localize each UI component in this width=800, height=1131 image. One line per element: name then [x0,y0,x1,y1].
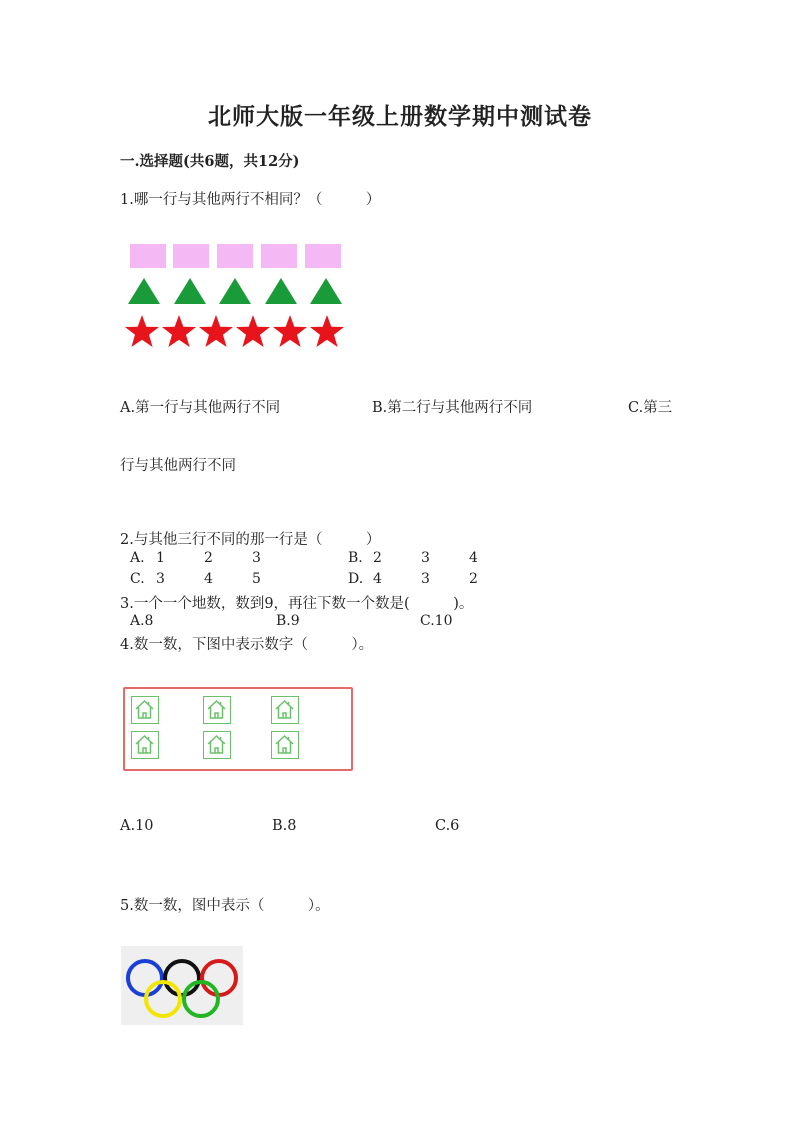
pink-rectangle [173,244,209,268]
house-icon [203,696,231,724]
question-4-option-b: B.8 [272,818,297,834]
question-3-option-c: C.10 [420,613,453,629]
question-2-option-a-value: 3 [252,550,261,566]
section-heading: 一.选择题(共6题，共12分) [120,153,300,170]
pink-rectangle [130,244,166,268]
house-icon [131,731,159,759]
house-icon [271,696,299,724]
green-ring [184,982,218,1016]
question-2-option-c-label: C. [130,571,145,587]
red-star [309,314,345,350]
red-star [235,314,271,350]
question-4-stem: 4.数一数，下图中表示数字（ ）。 [120,637,374,653]
question-2-stem: 2.与其他三行不同的那一行是（ ） [120,532,381,548]
question-2-option-b-value: 2 [373,550,382,566]
question-2-option-c-value: 5 [252,571,261,587]
houses-figure [123,687,353,771]
question-2-option-d-value: 4 [373,571,382,587]
black-ring [165,961,199,995]
question-2-option-a-value: 2 [204,550,213,566]
question-2-option-d-label: D. [348,571,364,587]
question-2-option-d-value: 2 [469,571,478,587]
green-triangle [128,278,160,304]
page-title: 北师大版一年级上册数学期中测试卷 [208,103,592,130]
red-star [272,314,308,350]
pink-rectangle [217,244,253,268]
question-3-option-a: A.8 [130,613,154,629]
question-2-option-b-value: 4 [469,550,478,566]
question-2-option-c-value: 4 [204,571,213,587]
question-1-option-b: B.第二行与其他两行不同 [372,400,533,416]
question-1-stem: 1.哪一行与其他两行不相同？（ ） [120,192,381,208]
blue-ring [128,961,162,995]
house-icon [271,731,299,759]
question-2-option-b-label: B. [348,550,363,566]
question-5-stem: 5.数一数，图中表示（ ）。 [120,898,330,914]
red-ring [202,961,236,995]
yellow-ring [146,982,180,1016]
pink-rectangle [261,244,297,268]
question-1-option-c-continued: 行与其他两行不同 [120,458,236,474]
question-3-option-b: B.9 [276,613,300,629]
question-2-option-a-value: 1 [156,550,165,566]
question-3-stem: 3.一个一个地数，数到9，再往下数一个数是( )。 [120,596,474,612]
olympic-rings-figure [121,946,243,1025]
green-triangle [219,278,251,304]
red-star [124,314,160,350]
pink-rectangle [305,244,341,268]
red-star [161,314,197,350]
question-1-option-a: A.第一行与其他两行不同 [120,400,281,416]
red-star [198,314,234,350]
green-triangle [174,278,206,304]
question-2-option-a-label: A. [130,550,145,566]
question-2-option-b-value: 3 [421,550,430,566]
question-4-option-c: C.6 [435,818,460,834]
house-icon [131,696,159,724]
question-2-option-d-value: 3 [421,571,430,587]
green-triangle [265,278,297,304]
green-triangle [310,278,342,304]
question-1-option-c: C.第三 [628,400,673,416]
house-icon [203,731,231,759]
question-4-option-a: A.10 [120,818,154,834]
shapes-figure [122,238,348,356]
question-2-option-c-value: 3 [156,571,165,587]
